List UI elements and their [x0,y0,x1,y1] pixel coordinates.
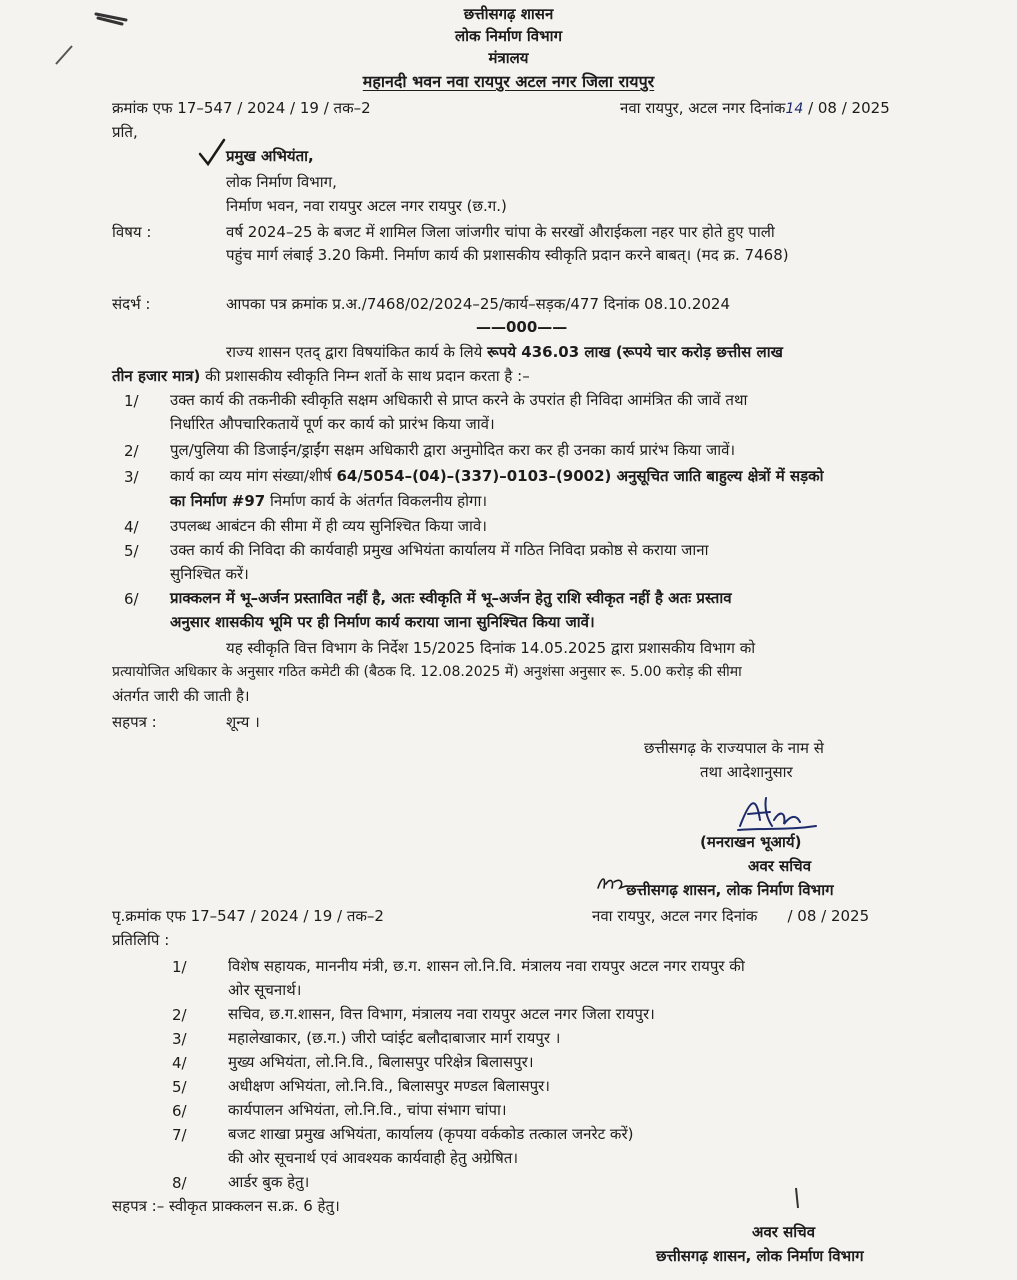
condition-3-num: 3/ [124,468,139,486]
intro-text-2: की प्रशासकीय स्वीकृति निम्न शर्तो के साथ प्रदान करता है :– [200,367,530,385]
copy-8-num: 8/ [172,1174,187,1192]
addressee-title: प्रमुख अभियंता, [226,147,314,165]
enclosure-value: शून्य । [226,713,260,731]
condition-4-num: 4/ [124,518,139,536]
copy-5-line-1: अधीक्षण अभियंता, लो.नि.वि., बिलासपुर मण्डल बिलासपुर। [228,1077,550,1095]
staple-mark-icon [92,8,132,28]
condition-6-line-1: प्राक्कलन में भू–अर्जन प्रस्तावित नहीं है, अतः स्वीकृति में भू–अर्जन हेतु राशि स्वीकृत नहीं है अतः प्रस्ताव [170,589,732,607]
condition-1-num: 1/ [124,392,139,410]
signature-icon [730,790,820,836]
subject-line-2: पहुंच मार्ग लंबाई 3.20 किमी. निर्माण कार्य की प्रशासकीय स्वीकृति प्रदान करने बाबत्। (मद क्र. 7468) [226,246,789,264]
condition-1-line-2: निर्धारित औपचारिकतायें पूर्ण कर कार्य को प्रारंभ किया जावें। [170,415,495,433]
condition-3-head-cont: का निर्माण #97 [170,492,266,510]
letter-place-date [620,98,890,118]
intro-amount: रूपये 436.03 लाख (रूपये चार करोड़ छत्तीस लाख [487,343,783,361]
subject-label: विषय : [112,223,152,241]
copy-6-line-1: कार्यपालन अभियंता, लो.नि.वि., चांपा संभाग चांपा। [228,1101,507,1119]
copy-letter-number: पृ.क्रमांक एफ 17–547 / 2024 / 19 / तक–2 [112,907,384,925]
intro-line-2 [112,366,530,386]
copy-4-num: 4/ [172,1054,187,1072]
separator: ——000—— [476,318,568,336]
copy-1-num: 1/ [172,958,187,976]
intro-amount-words: तीन हजार मात्र) [112,367,201,385]
staple-line-icon [52,44,76,68]
header-department: लोक निर्माण विभाग [454,27,563,45]
condition-3-text-b: निर्माण कार्य के अंतर्गत विकलनीय होगा। [265,492,488,510]
copy-label: प्रतिलिपि : [112,931,170,949]
intro-line-1 [226,342,783,362]
condition-6-num: 6/ [124,590,139,608]
to-prefix: प्रति, [112,123,138,141]
copy-5-num: 5/ [172,1078,187,1096]
header-ministry: मंत्रालय [488,49,529,67]
tick-mark-icon [196,138,226,168]
condition-3-line-2 [170,491,487,511]
closing-line-2: प्रत्यायोजित अधिकार के अनुसार गठित कमेटी की (बैठक दि. 12.08.2025 में) अनुशंसा अनुसार रू. 5.00 करोड़ की सीमा [112,664,742,680]
condition-3-text-a: कार्य का व्यय मांग संख्या/शीर्ष [170,467,337,485]
governor-name-line: छत्तीसगढ़ के राज्यपाल के नाम से [644,739,824,757]
copy-place-date-prefix: नवा रायपुर, अटल नगर दिनांक [592,907,758,925]
condition-6-line-2: अनुसार शासकीय भूमि पर ही निर्माण कार्य कराया जाना सुनिश्चित किया जावें। [170,613,595,631]
condition-5-line-1: उक्त कार्य की निविदा की कार्यवाही प्रमुख अभियंता कार्यालय में गठित निविदा प्रकोष्ठ से कराया जाना [170,541,709,559]
copy-2-num: 2/ [172,1006,187,1024]
copy-7-num: 7/ [172,1126,187,1144]
copy-4-line-1: मुख्य अभियंता, लो.नि.वि., बिलासपुर परिक्षेत्र बिलासपुर। [228,1053,534,1071]
condition-2-line-1: पुल/पुलिया की डिजाईन/ड्राईंग सक्षम अधिकारी द्वारा अनुमोदित करा कर ही उनका कार्य प्रारंभ किया जावें। [170,441,736,459]
copy-7-line-1: बजट शाखा प्रमुख अभियंता, कार्यालय (कृपया वर्ककोड तत्काल जनरेट करें) [228,1125,634,1143]
copy-1-line-2: ओर सूचनार्थ। [228,981,302,999]
reference-text: आपका पत्र क्रमांक प्र.अ./7468/02/2024–25/कार्य–सड़क/477 दिनांक 08.10.2024 [226,295,730,313]
copy-place-date [592,906,869,926]
header-address: महानदी भवन नवा रायपुर अटल नगर जिला रायपुर [362,72,655,91]
copy-8-line-1: आर्डर बुक हेतु। [228,1173,310,1191]
condition-3-head: 64/5054–(04)–(337)–0103–(9002) अनुसूचित जाति बाहुल्य क्षेत्रों में सड़को [336,467,824,485]
condition-1-line-1: उक्त कार्य की तकनीकी स्वीकृति सक्षम अधिकारी से प्राप्त करने के उपरांत ही निविदा आमंत्रित की जावें तथा [170,391,748,409]
copy-3-num: 3/ [172,1030,187,1048]
condition-3-line-1 [170,466,824,486]
condition-5-line-2: सुनिश्चित करें। [170,565,249,583]
initials-icon [594,872,628,894]
addressee-address: निर्माण भवन, नवा रायपुर अटल नगर रायपुर (छ.ग.) [226,197,507,215]
subject-line-1: वर्ष 2024–25 के बजट में शामिल जिला जांजगीर चांपा के सरखों औराईकला नहर पार होते हुए पाली [226,223,775,241]
date-suffix: / 08 / 2025 [808,99,890,117]
condition-4-line-1: उपलब्ध आबंटन की सीमा में ही व्यय सुनिश्चित किया जावे। [170,517,487,535]
intro-text-1: राज्य शासन एतद् द्वारा विषयांकित कार्य के लिये [226,343,488,361]
signatory-designation: अवर सचिव [748,857,812,875]
condition-5-num: 5/ [124,542,139,560]
place-date-prefix: नवा रायपुर, अटल नगर दिनांक [620,99,786,117]
copy-7-line-2: की ओर सूचनार्थ एवं आवश्यक कार्यवाही हेतु अग्रेषित। [228,1149,519,1167]
by-order-line: तथा आदेशानुसार [700,763,793,781]
closing-line-3: अंतर्गत जारी की जाती है। [112,687,250,705]
letter-number: क्रमांक एफ 17–547 / 2024 / 19 / तक–2 [112,99,371,117]
enclosure-label: सहपत्र : [112,713,157,731]
closing-line-1: यह स्वीकृति वित्त विभाग के निर्देश 15/2025 दिनांक 14.05.2025 द्वारा प्रशासकीय विभाग को [226,639,756,657]
copy-6-num: 6/ [172,1102,187,1120]
copy-3-line-1: महालेखाकार, (छ.ग.) जीरो प्वांईट बलौदाबाजार मार्ग रायपुर । [228,1029,561,1047]
pen-stroke-icon [792,1186,802,1210]
copy-2-line-1: सचिव, छ.ग.शासन, वित्त विभाग, मंत्रालय नवा रायपुर अटल नगर जिला रायपुर। [228,1005,655,1023]
handwritten-date: 14 [785,101,804,117]
reference-label: संदर्भ : [112,295,151,313]
footer-enclosure: सहपत्र :– स्वीकृत प्राक्कलन स.क्र. 6 हेतु। [112,1197,340,1215]
footer-designation: अवर सचिव [752,1223,816,1241]
signatory-name: (मनराखन भूआर्य) [700,833,802,851]
condition-2-num: 2/ [124,442,139,460]
signatory-department: छत्तीसगढ़ शासन, लोक निर्माण विभाग [626,881,834,899]
copy-date-suffix: / 08 / 2025 [787,907,870,925]
footer-department: छत्तीसगढ़ शासन, लोक निर्माण विभाग [656,1247,864,1265]
copy-1-line-1: विशेष सहायक, माननीय मंत्री, छ.ग. शासन लो.नि.वि. मंत्रालय नवा रायपुर अटल नगर रायपुर की [228,957,745,975]
header-government: छत्तीसगढ़ शासन [463,5,554,23]
addressee-department: लोक निर्माण विभाग, [226,173,337,191]
